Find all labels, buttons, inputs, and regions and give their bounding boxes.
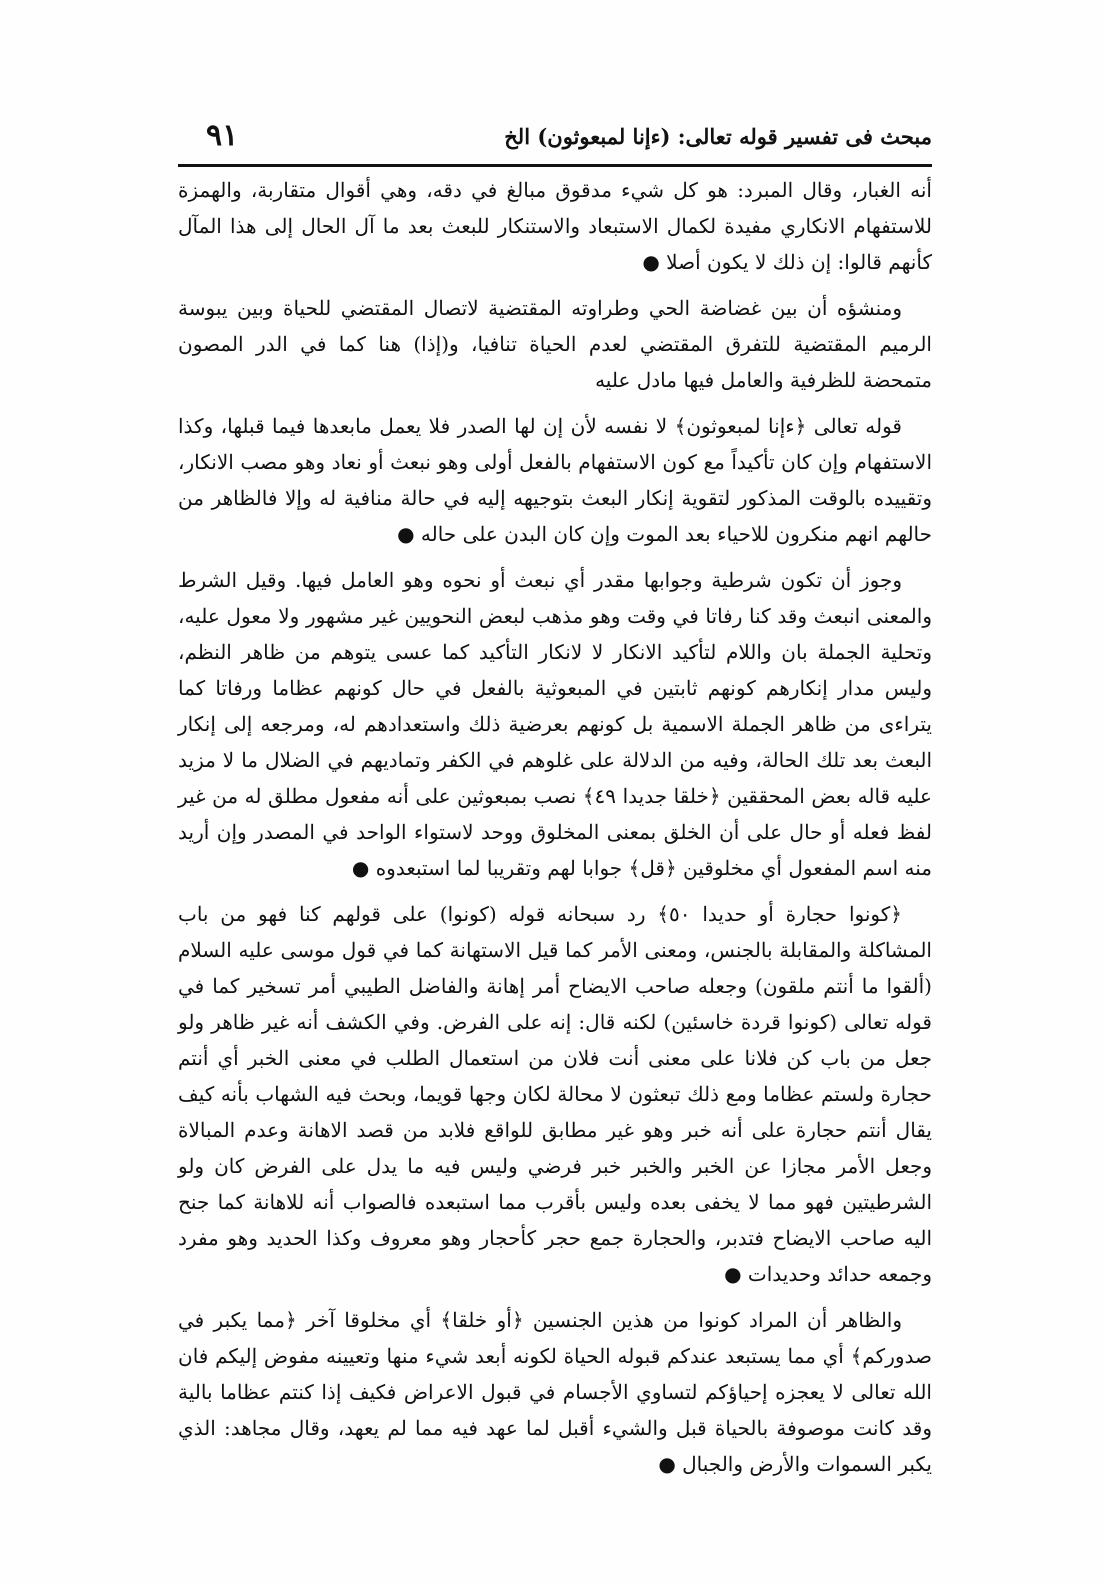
paragraph: والظاهر أن المراد كونوا من هذين الجنسين ﴿أو خلقا﴾ أي مخلوقا آخر ﴿مما يكبر في صدوركم﴾ أي مما يستبعد عندكم قبوله الحياة لكونه أبعد شيء منها وتعيينه مفوض إليكم فان الله تعالى لا يعجزه إحياؤكم لتساوي الأجسام في قبول الاعراض فكيف إذا كنتم عظاما بالية وقد كانت موصوفة بالحياة قبل والشيء أقبل لما عهد فيه مما لم يعهد، وقال مجاهد: الذي يكبر السموات والأرض والجبال ● [178,1308,932,1476]
paragraph: قوله تعالى ﴿ءإنا لمبعوثون﴾ لا نفسه لأن إن لها الصدر فلا يعمل مابعدها فيما قبلها، وكذا الاستفهام وإن كان تأكيداً مع كون الاستفهام بالفعل أولى وهو نبعث أو نعاد وهو مصب الانكار، وتقييده بالوقت المذكور لتقوية إنكار البعث بتوجيهه إليه في حالة منافية له وإلا فالظاهر من حالهم انهم منكرون للاحياء بعد الموت وإن كان البدن على حاله ● [178,414,932,546]
page-header [178,118,932,166]
page-body [178,172,932,1522]
paragraph: ومنشؤه أن بين غضاضة الحي وطراوته المقتضية لاتصال المقتضي للحياة وبين يبوسة الرميم المقتضية للتفرق المقتضي لعدم الحياة تنافيا، و(إذا) هنا كما في الدر المصون متمحضة للظرفية والعامل فيها مادل عليه [178,296,932,392]
paragraph: أنه الغبار، وقال المبرد: هو كل شيء مدقوق مبالغ في دقه، وهي أقوال متقاربة، والهمزة للاستفهام الانكاري مفيدة لكمال الاستبعاد والاستنكار للبعث بعد ما آل الحال إلى هذا المآل كأنهم قالوا: إن ذلك لا يكون أصلا ● [178,178,932,274]
header-divider [178,164,932,167]
paragraph: وجوز أن تكون شرطية وجوابها مقدر أي نبعث أو نحوه وهو العامل فيها. وقيل الشرط والمعنى انبعث وقد كنا رفاتا في وقت وهو مذهب لبعض النحويين غير مشهور ولا معول عليه، وتحلية الجملة بان واللام لتأكيد الانكار لا لانكار التأكيد كما عسى يتوهم من ظاهر النظم، وليس مدار إنكارهم كونهم ثابتين في المبعوثية بالفعل في حال كونهم عظاما ورفاتا كما يتراءى من ظاهر الجملة الاسمية بل كونهم بعرضية ذلك واستعدادهم له، ومرجعه إلى إنكار البعث بعد تلك الحالة، وفيه من الدلالة على غلوهم في الكفر وتماديهم في الضلال ما لا مزيد عليه قاله بعض المحققين ﴿خلقا جديدا ٤٩﴾ نصب بمبعوثين على أنه مفعول مطلق له من غير لفظ فعله أو حال على أن الخلق بمعنى المخلوق ووحد لاستواء الواحد في المصدر وإن أريد منه اسم المفعول أي مخلوقين ﴿قل﴾ جوابا لهم وتقريبا لما استبعدوه ● [178,568,932,880]
page-number: ٩١ [206,118,239,153]
paragraph: ﴿كونوا حجارة أو حديدا ٥٠﴾ رد سبحانه قوله (كونوا) على قولهم كنا فهو من باب المشاكلة والمقابلة بالجنس، ومعنى الأمر كما قيل الاستهانة كما في قول موسى عليه السلام (ألقوا ما أنتم ملقون) وجعله صاحب الايضاح أمر إهانة والفاضل الطيبي أمر تسخير كما في قوله تعالى (كونوا قردة خاسئين) لكنه قال: إنه على الفرض. وفي الكشف أنه غير ظاهر ولو جعل من باب كن فلانا على معنى أنت فلان من استعمال الطلب في معنى الخبر أي أنتم حجارة ولستم عظاما ومع ذلك تبعثون لا محالة لكان وجها قويما، وبحث فيه الشهاب بأنه كيف يقال أنتم حجارة على أنه خبر وهو غير مطابق للواقع فلابد من قصد الاهانة وعدم المبالاة وجعل الأمر مجازا عن الخبر والخبر خبر فرضي وليس فيه ما يدل على الفرض كان ولو الشرطيتين فهو مما لا يخفى بعده وليس بأقرب مما استبعده فالصواب أنه للاهانة كما جنح اليه صاحب الايضاح فتدبر، والحجارة جمع حجر كأحجار وهو معروف وكذا الحديد وهو مفرد وجمعه حدائد وحديدات ● [178,902,932,1286]
running-title: مبحث فى تفسير قوله تعالى: (ءإنا لمبعوثون) الخ [504,124,932,149]
